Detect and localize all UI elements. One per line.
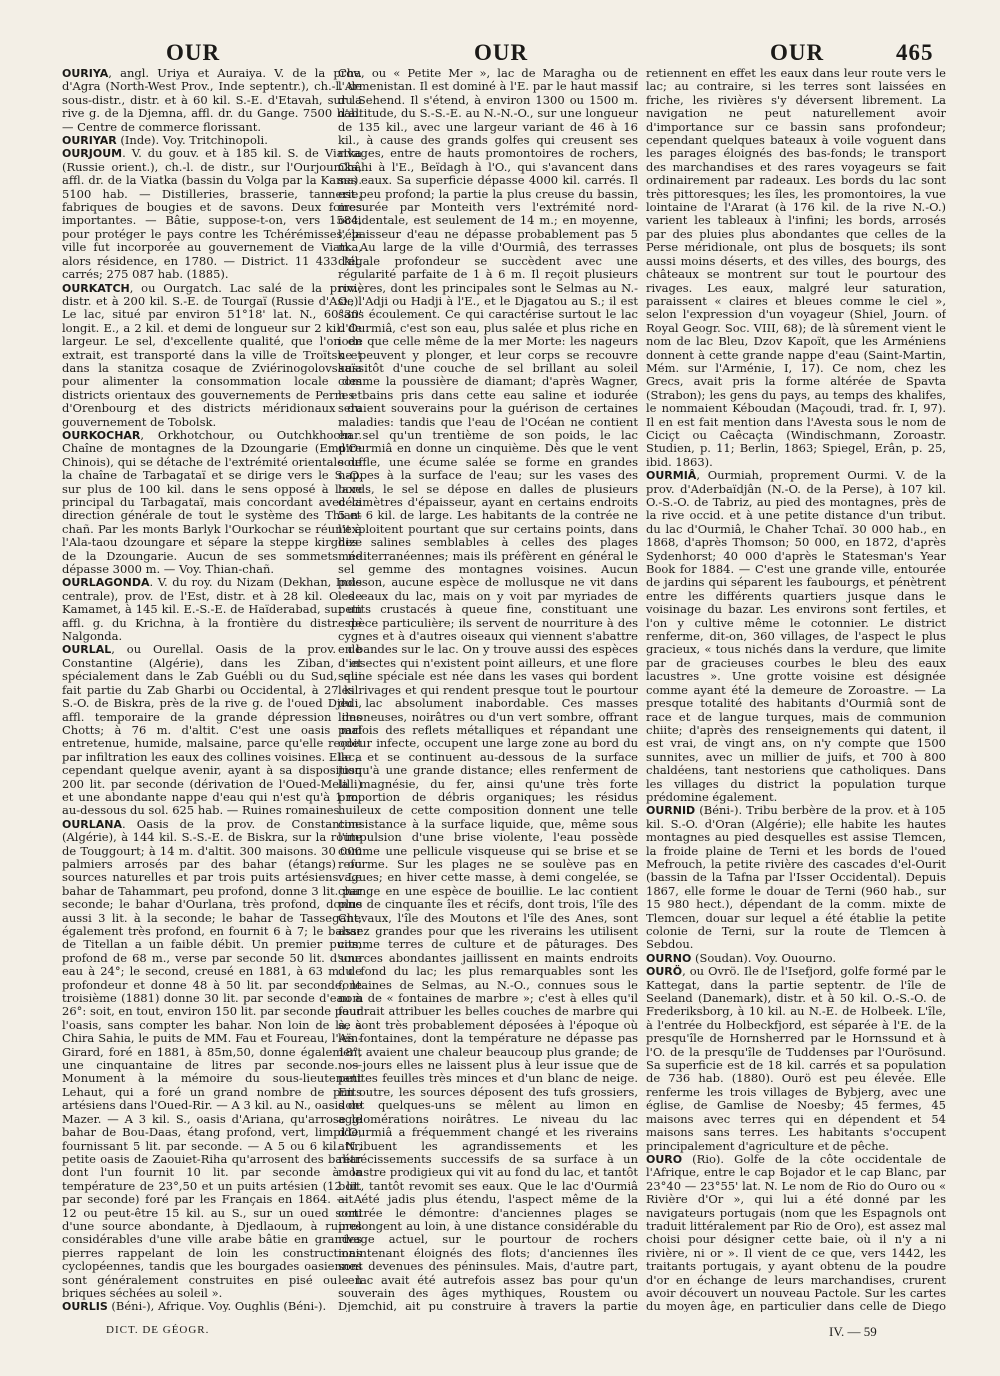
entry-body: retiennent en effet les eaux dans leur route vers le lac; au contraire, si les terres sont laissées en friche, les rivières s'y déversent librement. La navigation ne peut naturellement avoir d'importance sur ce bassin sans profondeur; cependant quelques bateaux à voile voguent dans les parages éloignés des bas-fonds; le transport des marchandises et des rares voyageurs se fait ordinairement par radeaux. Les bords du lac sont très pittoresques; les îles, les promontoires, la vue lointaine de l'Ararat (à 176 kil. de la rive N.-O.) varient les tableaux à l'infini; les bords, arrosés par des pluies plus abondantes que celles de la Perse méridionale, ont plus de bosquets; ils sont aussi moins déserts, et des villes, des bourgs, des châteaux se montrent sur tout le pourtour des rivages. Les eaux, malgré leur saturation, paraissent « claires et bleues comme le ciel », selon l'expression d'un voyageur (Shiel, Journ. of Royal Geogr. Soc. VIII, 68); de là sûrement vient le nom de lac Bleu, Dzov Kapoït, que les Arméniens donnent à cette grande nappe d'eau (Saint-Martin, Mém. sur l'Arménie, I, 17). Ce nom, chez les Grecs, avait pris la forme altérée de Spavta (Strabon); les gens du pays, au temps des khalifes, le nommaient Kéboudan (Maçoudi, trad. fr. I, 97). Il en est fait mention dans l'Avesta sous le nom de Ciciçt ou Caêcaçta (Windischmann, Zoroastr. Studien, p. 11; Berlin, 1863; Spiegel, Erân, p. 25, ibid. 1863). (646, 67, 946, 469)
dictionary-entry (646, 965, 946, 1153)
entry-body: , Orkhotchour, ou Outchkhochar. Chaîne de montagnes de la Dzoungarie (Empire Chinois), qui se détache de l'extrémité orientale de la chaîne de Tarbagataï et se dirige vers le S.-O. sur plus de 100 kil. dans le sens opposé à l'axe principal du Tarbagataï, mais concordant avec la direction générale de tout le système des Thian-chañ. Par les monts Barlyk l'Ourkochar se réunit à l'Ala-taou dzoungare et sépare la steppe kirghize de la Dzoungarie. Aucun de ses sommets ne dépasse 3000 m. — Voy. Thian-chañ. (62, 427, 362, 577)
dictionary-entry (62, 429, 362, 576)
entry-body: , ou Ourgatch. Lac salé de la prov., distr. et à 200 kil. S.-E. de Tourgaï (Russie d'Asie). Le lac, situé par environ 51°18' lat. N., 60°30' longit. E., a 2 kil. et demi de longueur sur 2 kil. de largeur. Le sel, d'excellente qualité, que l'on en extrait, est transporté dans la ville de Troïtsk et dans la stanitza cosaque de Zviérinogolovskaïa pour alimenter la consommation locale des districts orientaux des gouvernements de Perm et d'Orenbourg et des districts méridionaux du gouvernement de Tobolsk. (62, 280, 362, 429)
entry-headword: OURNO (646, 951, 692, 965)
dictionary-entry (646, 67, 946, 469)
entry-body: (Rio). Golfe de la côte occidentale de l'Afrique, entre le cap Bojador et le cap Blanc, par 23°40 — 23°55' lat. N. Le nom de Rio do Ouro ou « Rivière d'Or », qui lui a été donné par les navigateurs portugais (nom que les Espagnols ont traduit littéralement par Rio de Oro), est assez mal choisi pour désigner cette baie, où il n'y a ni rivière, ni or ». Il vient de ce que, vers 1442, les traitants portugais, y ayant obtenu de la poudre d'or en échange de leurs marchandises, crurent avoir découvert un nouveau Pactole. Sur les cartes du moyen âge, en particulier dans celle de Diego (646, 1151, 946, 1312)
entry-headword: OURLANA (62, 817, 122, 831)
dictionary-entry (646, 1153, 946, 1312)
entry-body: (Inde). Voy. Tritchinopoli. (116, 133, 268, 148)
entry-headword: OURKATCH (62, 281, 130, 295)
entry-headword: OURKOCHAR (62, 428, 141, 442)
entry-body: , angl. Uriya et Auraiya. V. de la prov. d'Agra (North-West Prov., Inde septentr.), ch.-l. de sous-distr., distr. et à 60 kil. S.-E. d'Etavah, sur la rive g. de la Djemna, affl. dr. du Gange. 7500 hab. — Centre de commerce florissant. (62, 67, 362, 134)
dictionary-entry (646, 804, 946, 951)
dictionary-entry (62, 643, 362, 817)
dictionary-entry (62, 134, 362, 147)
entry-headword: OURNID (646, 804, 696, 818)
entry-body: Cha, ou « Petite Mer », lac de Maragha ou de l'Armenistan. Il est dominé à l'E. par le haut massif du Sehend. Il s'étend, à environ 1300 ou 1500 m. d'altitude, du S.-S.-E. au N.-N.-O., sur une longueur de 135 kil., avec une largeur variant de 46 à 16 kil., à cause des grands golfes qui creusent ses rivages, entre de hauts promontoires de rochers, Châhi à l'E., Beïdagh à l'O., qui s'avancent dans ses eaux. Sa superficie dépasse 4000 kil. carrés. Il est peu profond; la partie la plus creuse du bassin, mesurée par Monteith vers l'extrémité nord-occidentale, est seulement de 14 m.; en moyenne, l'épaisseur d'eau ne dépasse probablement pas 5 m. Au large de la ville d'Ourmiâ, des terrasses d'égale profondeur se succèdent avec une régularité parfaite de 1 à 6 m. Il reçoit plusieurs rivières, dont les principales sont le Selmas au N.-O., l'Adji ou Hadji à l'E., et le Djagatou au S.; il est sans écoulement. Ce qui caractérise surtout le lac d'Ourmiâ, c'est son eau, plus salée et plus riche en iode que celle même de la mer Morte: les nageurs ne peuvent y plonger, et leur corps se recouvre aussitôt d'une couche de sel brillant au soleil comme la poussière de diamant; d'après Wagner, les bains pris dans cette eau saline et iodurée seraient souverains pour la guérison de certaines maladies: tandis que l'eau de l'Océan ne contient en sel qu'un trentième de son poids, le lac d'Ourmiâ en donne un cinquième. Dès que le vent souffle, une écume salée se forme en grandes nappes à la surface de l'eau; sur les vases des bords, le sel se dépose en dalles de plusieurs décimètres d'épaisseur, ayant en certains endroits 5 et 6 kil. de large. Les habitants de la contrée ne l'exploitent pourtant que sur certains points, dans des salines semblables à celles des plages méditerranéennes; mais ils préfèrent en général le sel gemme des montagnes voisines. Aucun poisson, aucune espèce de mollusque ne vit dans les eaux du lac, mais on y voit par myriades de petits crustacés à queue fine, constituant une espèce particulière; ils servent de nourriture à des cygnes et à d'autres oiseaux qui viennent s'abattre en bandes sur le lac. On y trouve aussi des espèces d'insectes qui n'existent point ailleurs, et une flore saline spéciale est née dans les vases qui bordent les rivages et qui rendent presque tout le pourtour du lac absolument inabordable. Ces masses limoneuses, noirâtres ou d'un vert sombre, offrant parfois des reflets métalliques et répandant une odeur infecte, occupent une large zone au bord du lac, et se continuent au-dessous de la surface jusqu'à une grande distance; elles renferment de la magnésie, du fer, ainsi qu'une très forte proportion de débris organiques; les résidus huileux de cette composition donnent une telle consistance à la surface liquide, que, même sous l'impulsion d'une brise violente, l'eau possède comme une pellicule visqueuse qui se brise et se reforme. Sur les plages ne se soulève pas en vagues; en hiver cette masse, à demi congelée, se change en une espèce de bouillie. Le lac contient plus de cinquante îles et récifs, dont trois, l'île des Chevaux, l'île des Moutons et l'île des Anes, sont assez grandes pour que les riverains les utilisent comme terres de culture et de pâturages. Des sources abondantes jaillissent en maints endroits du fond du lac; les plus remarquables sont les fontaines de Selmas, au N.-O., connues sous le nom de « fontaines de marbre »; c'est à elles qu'il faudrait attribuer les belles couches de marbre qui se sont très probablement déposées à l'époque où les fontaines, dont la température ne dépasse pas 18°, avaient une chaleur beaucoup plus grande; de nos jours elles ne laissent plus à leur issue que de petites feuilles très minces et d'un blanc de neige. En outre, les sources déposent des tufs grossiers, dont quelques-uns se mêlent au limon en agglomérations noirâtres. Le niveau du lac d'Ourmiâ a fréquemment changé et les riverains attribuent les agrandissements et les rétrécissements successifs de sa surface à un monstre prodigieux qui vit au fond du lac, et tantôt boit, tantôt revomit ses eaux. Que le lac d'Ourmiâ ait été jadis plus étendu, l'aspect même de la contrée le démontre: d'anciennes plages se prolongent au loin, à une distance considérable du rivage actuel, sur le pourtour de rochers maintenant éloignés des flots; d'anciennes îles sont devenues des péninsules. Mais, d'autre part, le lac avait été autrefois assez bas pour qu'un souverain des âges mythiques, Roustem ou Djemchid, ait pu construire à travers la partie (338, 67, 638, 1312)
dictionary-entry (646, 469, 946, 804)
footer-signature: DICT. DE GÉOGR. (106, 1324, 210, 1336)
entry-headword: OURJOUM (62, 147, 123, 161)
dictionary-entry (62, 282, 362, 429)
text-column-2 (338, 67, 638, 1312)
entry-body: , ou Ovrö. Ile de l'Isefjord, golfe formé par le Kattegat, dans la partie septentr. de l'île de Seeland (Danemark), distr. et à 50 kil. O.-S.-O. de Frederiksborg, à 10 kil. au N.-E. de Holbeek. L'île, à l'entrée du Holbeckfjord, est séparée à l'E. de la presqu'île de Hornsherred par le Hornssund et à l'O. de la presqu'île de Tuddenses par l'Ourösund. Sa superficie est de 18 kil. carrés et sa population de 736 hab. (1880). Ourö est peu élevée. Elle renferme les trois villages de Bybjerg, avec une église, de Gamlise de Noesby; 45 fermes, 45 maisons avec terres qui en dépendent et 54 maisons sans terres. Les habitants s'occupent principalement d'agriculture et de pêche. (646, 964, 946, 1153)
dictionary-entry (646, 952, 946, 965)
dictionary-entry (338, 67, 638, 1312)
entry-body: (Béni-). Tribu berbère de la prov. et à 105 kil. S.-O. d'Oran (Algérie); elle habite les hautes montagnes au pied desquelles est assise Tlemcen, la froide plaine de Terni et les bords de l'oued Mefrouch, la petite rivière des cascades d'el-Ourit (bassin de la Tafna par l'Isser Occidental). Depuis 1867, elle forme le douar de Terni (960 hab., sur 15 980 hect.), dépendant de la comm. mixte de Tlemcen, douar sur lequel a été établie la petite colonie de Terni, sur la route de Tlemcen à Sebdou. (646, 803, 946, 952)
text-column-1 (62, 67, 362, 1312)
dictionary-entry (62, 576, 362, 643)
dictionary-entry (62, 147, 362, 281)
entry-headword: OURIYA (62, 67, 109, 80)
text-column-3 (646, 67, 946, 1312)
running-head-left: OUR (166, 40, 221, 65)
dictionary-entry (62, 818, 362, 1301)
footer-volume-sheet: IV. — 59 (829, 1324, 877, 1339)
entry-headword: OURÖ (646, 965, 683, 979)
entry-body: . Oasis de la prov. de Constantine (Algérie), à 144 kil. S.-S.-E. de Biskra, sur la route de Touggourt; à 14 m. d'altit. 300 maisons. 30 000 palmiers arrosés par des bahar (étangs) ou sources naturelles et par trois puits artésiens. Le bahar de Tahammart, peu profond, donne 3 lit. par seconde; le bahar d'Ourlana, très profond, donne aussi 3 lit. à la seconde; le bahar de Tassegant, également très profond, en fournit 6 à 7; le bahar de Titellan a un faible débit. Un premier puits, profond de 68 m., verse par seconde 50 lit. d'une eau à 24°; le second, creusé en 1881, à 63 m. de profondeur et donne 48 à 50 lit. par seconde; le troisième (1881) donne 30 lit. par seconde d'eau à 26°: soit, en tout, environ 150 lit. par seconde pour l'oasis, sans compter les bahar. Non loin de là, à Chira Sahia, le puits de MM. Fau et Foureau, l'Aïn-Girard, foré en 1881, à 85m,50, donne également une cinquantaine de litres par seconde. — Monument à la mémoire du sous-lieutenant Lehaut, qui a foré un grand nombre de puits artésiens dans l'Oued-Rir. — A 3 kil. au N., oasis de Mazer. — A 3 kil. S., oasis d'Ariana, qu'arrose le bahar de Bou-Daas, étang profond, vert, limpide, fournissant 5 lit. par seconde. — A 5 ou 6 kil. N., petite oasis de Zaouiet-Riha qu'arrosent des bahar dont l'un fournit 10 lit. par seconde à la température de 23°,50 et un puits artésien (12 lit. par seconde) foré par les Français en 1864. — A 12 ou peut-être 15 kil. au S., sur un oued sorti d'une source abondante, à Djedlaoum, à ruines considérables d'une ville arabe bâtie en grandes pierres rappelant de loin les constructions cyclopéennes, tandis que les bourgades oasiennes sont généralement construites en pisé ou en briques séchées au soleil ». (62, 816, 362, 1300)
entry-headword: OURO (646, 1152, 683, 1166)
entry-body: (Soudan). Voy. Ouourno. (691, 950, 836, 965)
entry-body: . V. du roy. du Nizam (Dekhan, Inde centrale), prov. de l'Est, distr. et à 28 kil. O. de Kamamet, à 145 kil. E.-S.-E. de Haïderabad, sur un affl. g. du Krichna, à la frontière du distr. de Nalgonda. (62, 575, 362, 644)
running-head-center: OUR (474, 40, 529, 65)
entry-headword: OURMIÂ (646, 469, 697, 483)
running-head-right: OUR (770, 40, 825, 65)
dictionary-entry (62, 1300, 362, 1312)
entry-body: . V. du gouv. et à 185 kil. S. de Viatka (Russie orient.), ch.-l. de distr., sur l'Ourjoumka, affl. dr. de la Viatka (bassin du Volga par la Kama). 5100 hab. — Distilleries, brasserie, tannerie, fabriques de bougies et de savons. Deux foires importantes. — Bâtie, suppose-t-on, vers 1584, pour protéger le pays contre les Tchérémisses, la ville fut incorporée au gouvernement de Viatka, alors résidence, en 1780. — District. 11 433 kil. carrés; 275 087 hab. (1885). (62, 146, 362, 282)
entry-body: (Béni-), Afrique. Voy. Oughlis (Béni-). (107, 1299, 327, 1312)
entry-body: , Ourmiah, proprement Ourmi. V. de la prov. d'Aderbaïdjân (N.-O. de la Perse), à 107 kil. O.-S.-O. de Tabriz, au pied des montagnes, près de la rive occid. et à une petite distance d'un tribut. du lac d'Ourmiâ, le Chaher Tchaï. 30 000 hab., en 1868, d'après Thomson; 50 000, en 1872, d'après Sydenhorst; 40 000 d'après le Statesman's Year Book for 1884. — C'est une grande ville, entourée de jardins qui séparent les faubourgs, et pénètrent entre les différents quartiers jusque dans le voisinage du bazar. Les environs sont fertiles, et l'on y cultive même le cotonnier. Le district renferme, dit-on, 360 villages, de l'aspect le plus gracieux, « tous nichés dans la verdure, que limite par de gracieuses courbes le bleu des eaux lacustres ». Une grotte voisine est désignée comme ayant été la demeure de Zoroastre. — La presque totalité des habitants d'Ourmiâ sont de race et de langue turques, mais de communion chiite; d'après des renseignements qui datent, il est vrai, de vingt ans, on n'y compte que 1500 sunnites, avec un millier de juifs, et 700 à 800 chaldéens, tant nestoriens que catholiques. Dans les villages du district la population turque prédomine également. (646, 468, 946, 804)
entry-headword: OURLAL (62, 643, 112, 657)
entry-body: , ou Ourellal. Oasis de la prov. de Constantine (Algérie), dans les Ziban, et spécialement dans le Zab Guébli ou du Sud, qui fait partie du Zab Gharbi ou Occidental, à 27 kil. S.-O. de Biskra, près de la rive g. de l'oued Djedi, affl. temporaire de la grande dépression des Chotts; à 76 m. d'altit. C'est une oasis mal entretenue, humide, malsaine, parce qu'elle reçoit par infiltration les eaux des collines voisines. Elle a cependant quelque avenir, ayant à sa disposition 200 lit. par seconde (dérivation de l'Oued-Melilli) et une abondante nappe d'eau qui n'est qu'à 1 m. au-dessous du sol. 625 hab. — Ruines romaines. (62, 642, 362, 818)
entry-headword: OURIYAR (62, 134, 117, 148)
entry-headword: OURLIS (62, 1300, 108, 1312)
entry-headword: OURLAGONDA (62, 576, 150, 590)
dictionary-entry (62, 67, 362, 134)
page-number: 465 (896, 40, 934, 65)
